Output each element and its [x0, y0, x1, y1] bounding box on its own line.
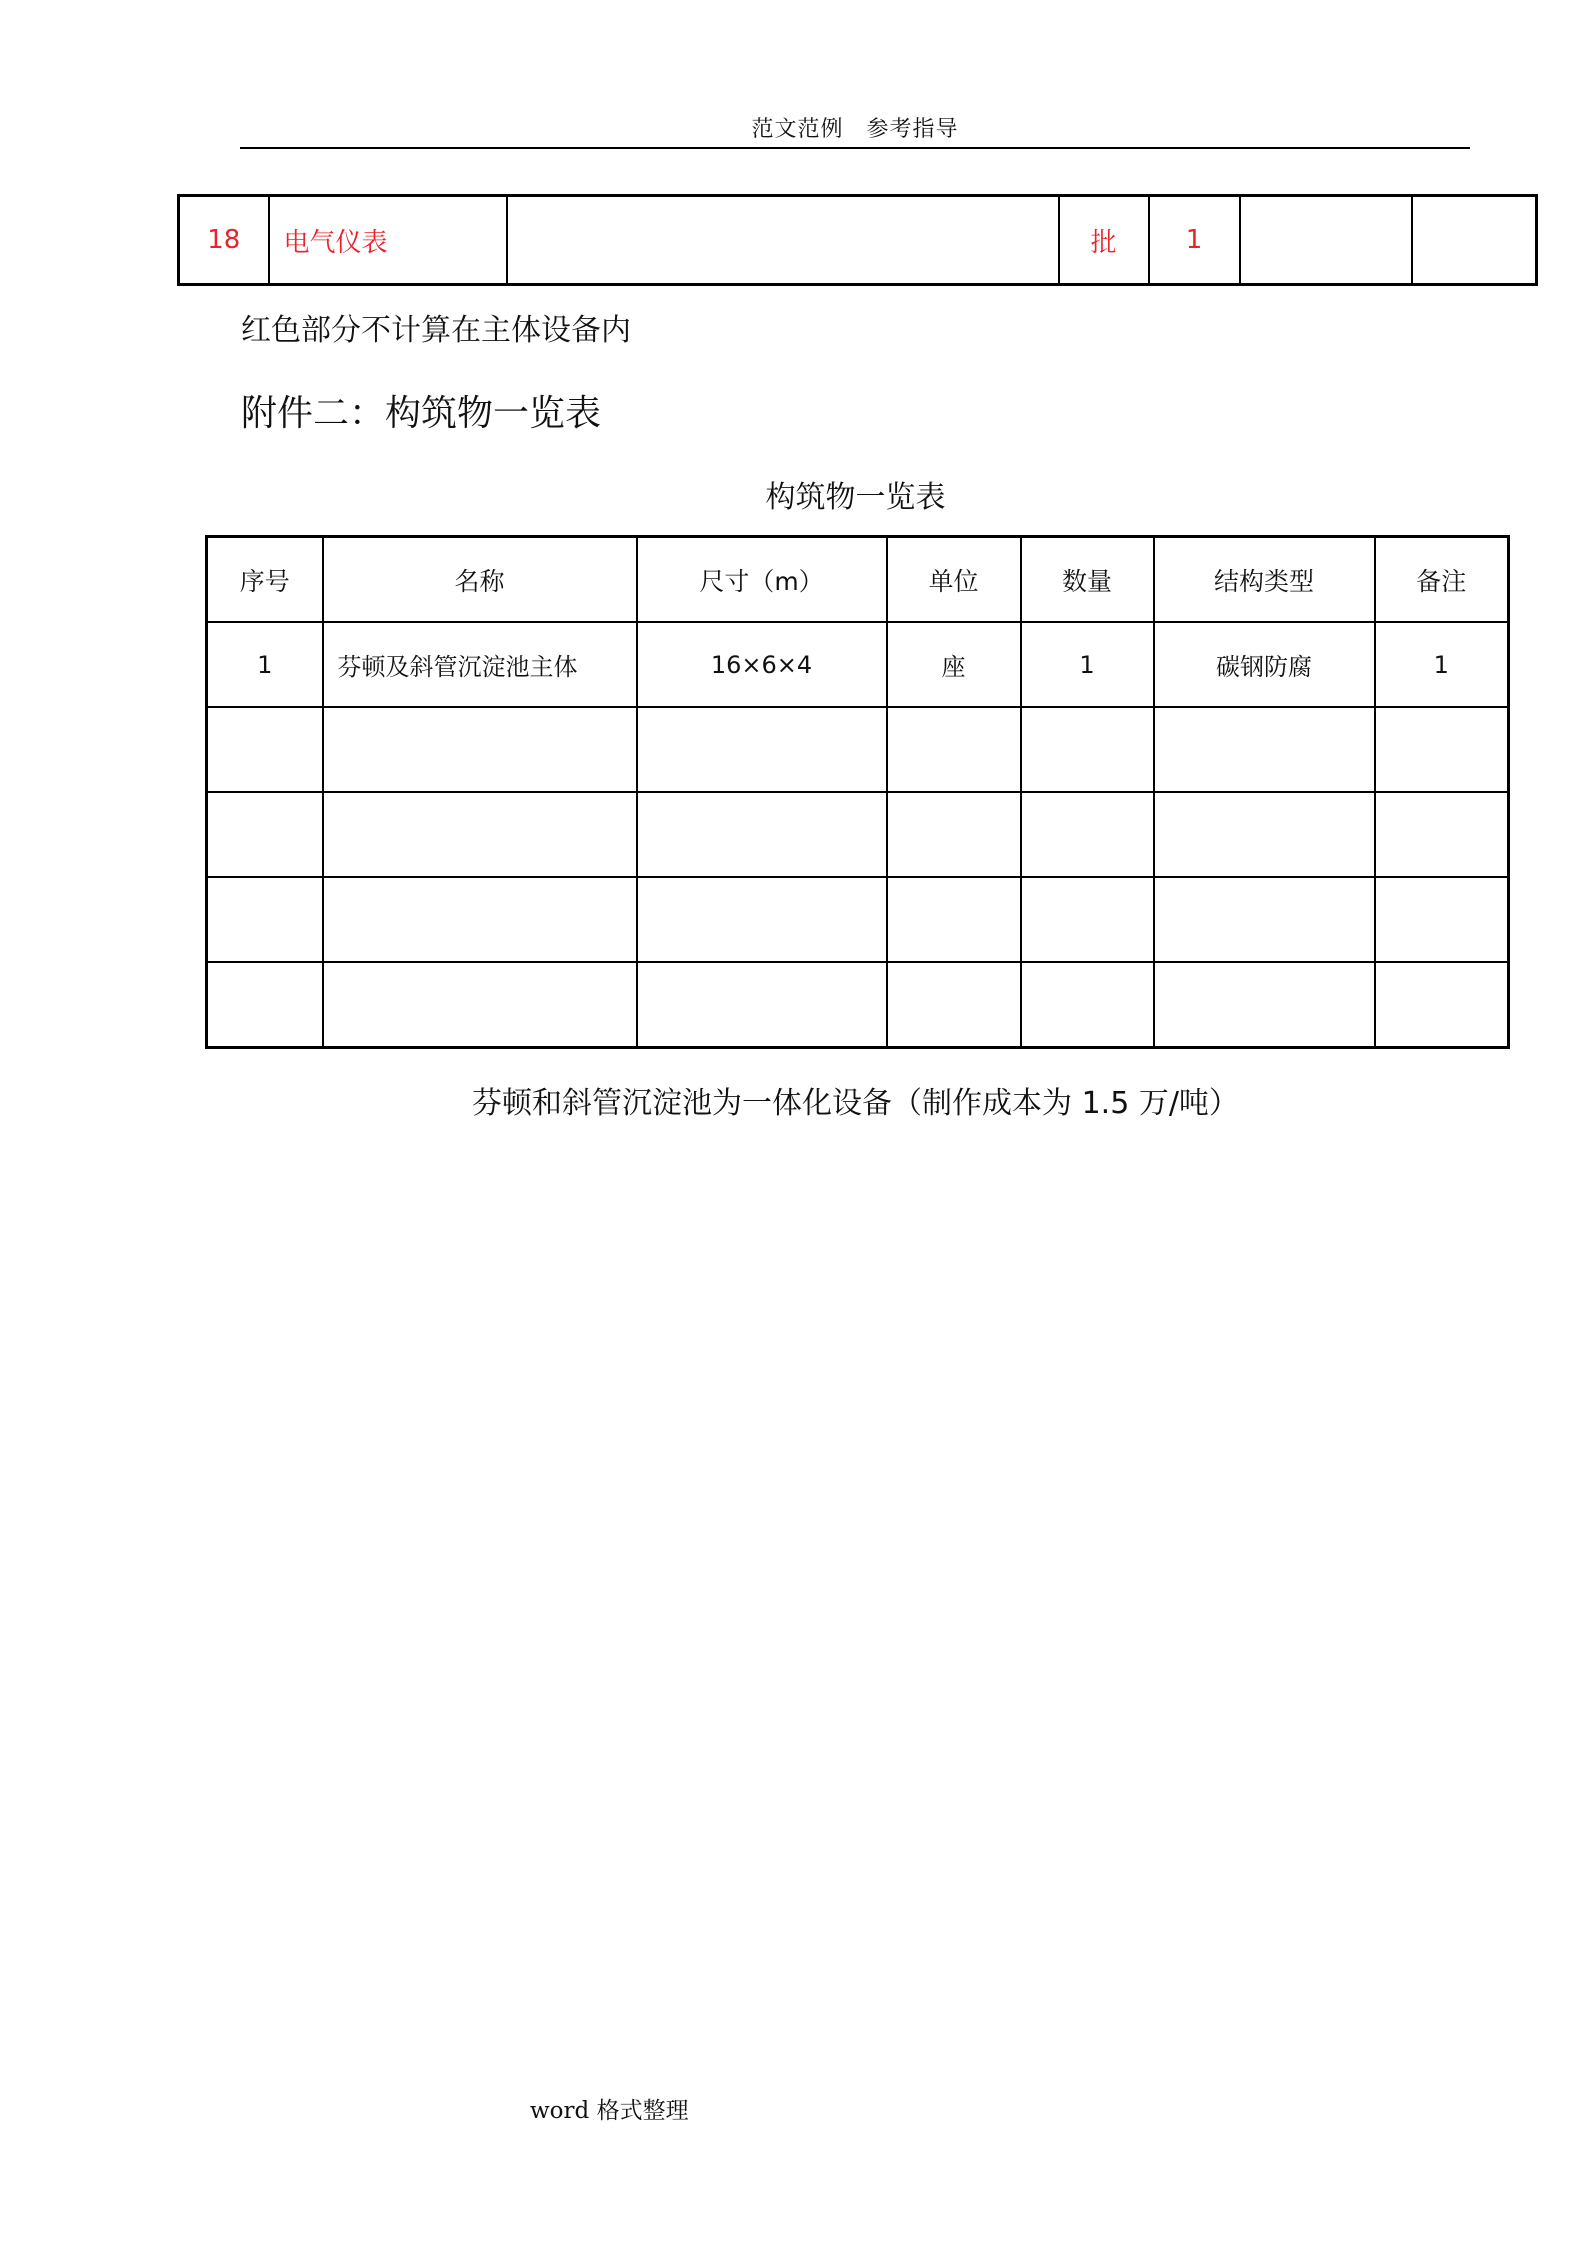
cell-no — [207, 707, 323, 792]
cell-remarks — [1375, 877, 1509, 962]
table-header-row — [207, 537, 1509, 623]
table-row — [207, 962, 1509, 1048]
cell-quantity — [1021, 792, 1154, 877]
row-number: 18 — [179, 196, 269, 285]
item-unit: 批 — [1059, 196, 1149, 285]
cell-unit — [887, 877, 1021, 962]
table-row — [179, 196, 1537, 285]
cell-structure-type — [1154, 962, 1375, 1048]
cell-name: 芬顿及斜管沉淀池主体 — [323, 622, 637, 707]
cell-no: 1 — [207, 622, 323, 707]
header-quantity: 数量 — [1021, 537, 1154, 623]
item-cell-7 — [1412, 196, 1537, 285]
table-row — [207, 877, 1509, 962]
cell-structure-type: 碳钢防腐 — [1154, 622, 1375, 707]
cell-name — [323, 962, 637, 1048]
cell-remarks — [1375, 962, 1509, 1048]
table-title: 构筑物一览表 — [765, 480, 946, 515]
item-spec — [507, 196, 1059, 285]
page-header: 范文范例 参考指导 — [751, 117, 959, 142]
cell-name — [323, 707, 637, 792]
cell-unit — [887, 962, 1021, 1048]
cell-size: 16×6×4 — [637, 622, 887, 707]
equipment-table-continuation — [177, 194, 1538, 286]
header-no: 序号 — [207, 537, 323, 623]
cell-quantity — [1021, 877, 1154, 962]
cell-name — [323, 877, 637, 962]
table-row — [207, 792, 1509, 877]
page-footer: word 格式整理 — [530, 2098, 689, 2124]
header-structure-type: 结构类型 — [1154, 537, 1375, 623]
cell-no — [207, 792, 323, 877]
header-remarks: 备注 — [1375, 537, 1509, 623]
cell-no — [207, 877, 323, 962]
header-unit: 单位 — [887, 537, 1021, 623]
cell-size — [637, 877, 887, 962]
cell-quantity — [1021, 962, 1154, 1048]
cell-name — [323, 792, 637, 877]
cell-size — [637, 707, 887, 792]
structures-table — [205, 535, 1510, 1049]
cell-no — [207, 962, 323, 1048]
cell-size — [637, 962, 887, 1048]
cell-quantity: 1 — [1021, 622, 1154, 707]
cell-remarks — [1375, 707, 1509, 792]
header-size: 尺寸（m） — [637, 537, 887, 623]
red-items-note: 红色部分不计算在主体设备内 — [241, 313, 631, 348]
header-name: 名称 — [323, 537, 637, 623]
cell-unit — [887, 792, 1021, 877]
cell-structure-type — [1154, 792, 1375, 877]
cell-structure-type — [1154, 707, 1375, 792]
item-cell-6 — [1240, 196, 1412, 285]
cell-size — [637, 792, 887, 877]
cell-unit: 座 — [887, 622, 1021, 707]
table-footnote: 芬顿和斜管沉淀池为一体化设备（制作成本为 1.5 万/吨） — [472, 1086, 1239, 1121]
attachment-heading: 附件二：构筑物一览表 — [241, 393, 602, 434]
table-row — [207, 707, 1509, 792]
cell-remarks: 1 — [1375, 622, 1509, 707]
header-divider — [240, 147, 1470, 149]
item-name: 电气仪表 — [269, 196, 507, 285]
table-row — [207, 622, 1509, 707]
cell-remarks — [1375, 792, 1509, 877]
cell-unit — [887, 707, 1021, 792]
cell-structure-type — [1154, 877, 1375, 962]
item-quantity: 1 — [1149, 196, 1240, 285]
cell-quantity — [1021, 707, 1154, 792]
